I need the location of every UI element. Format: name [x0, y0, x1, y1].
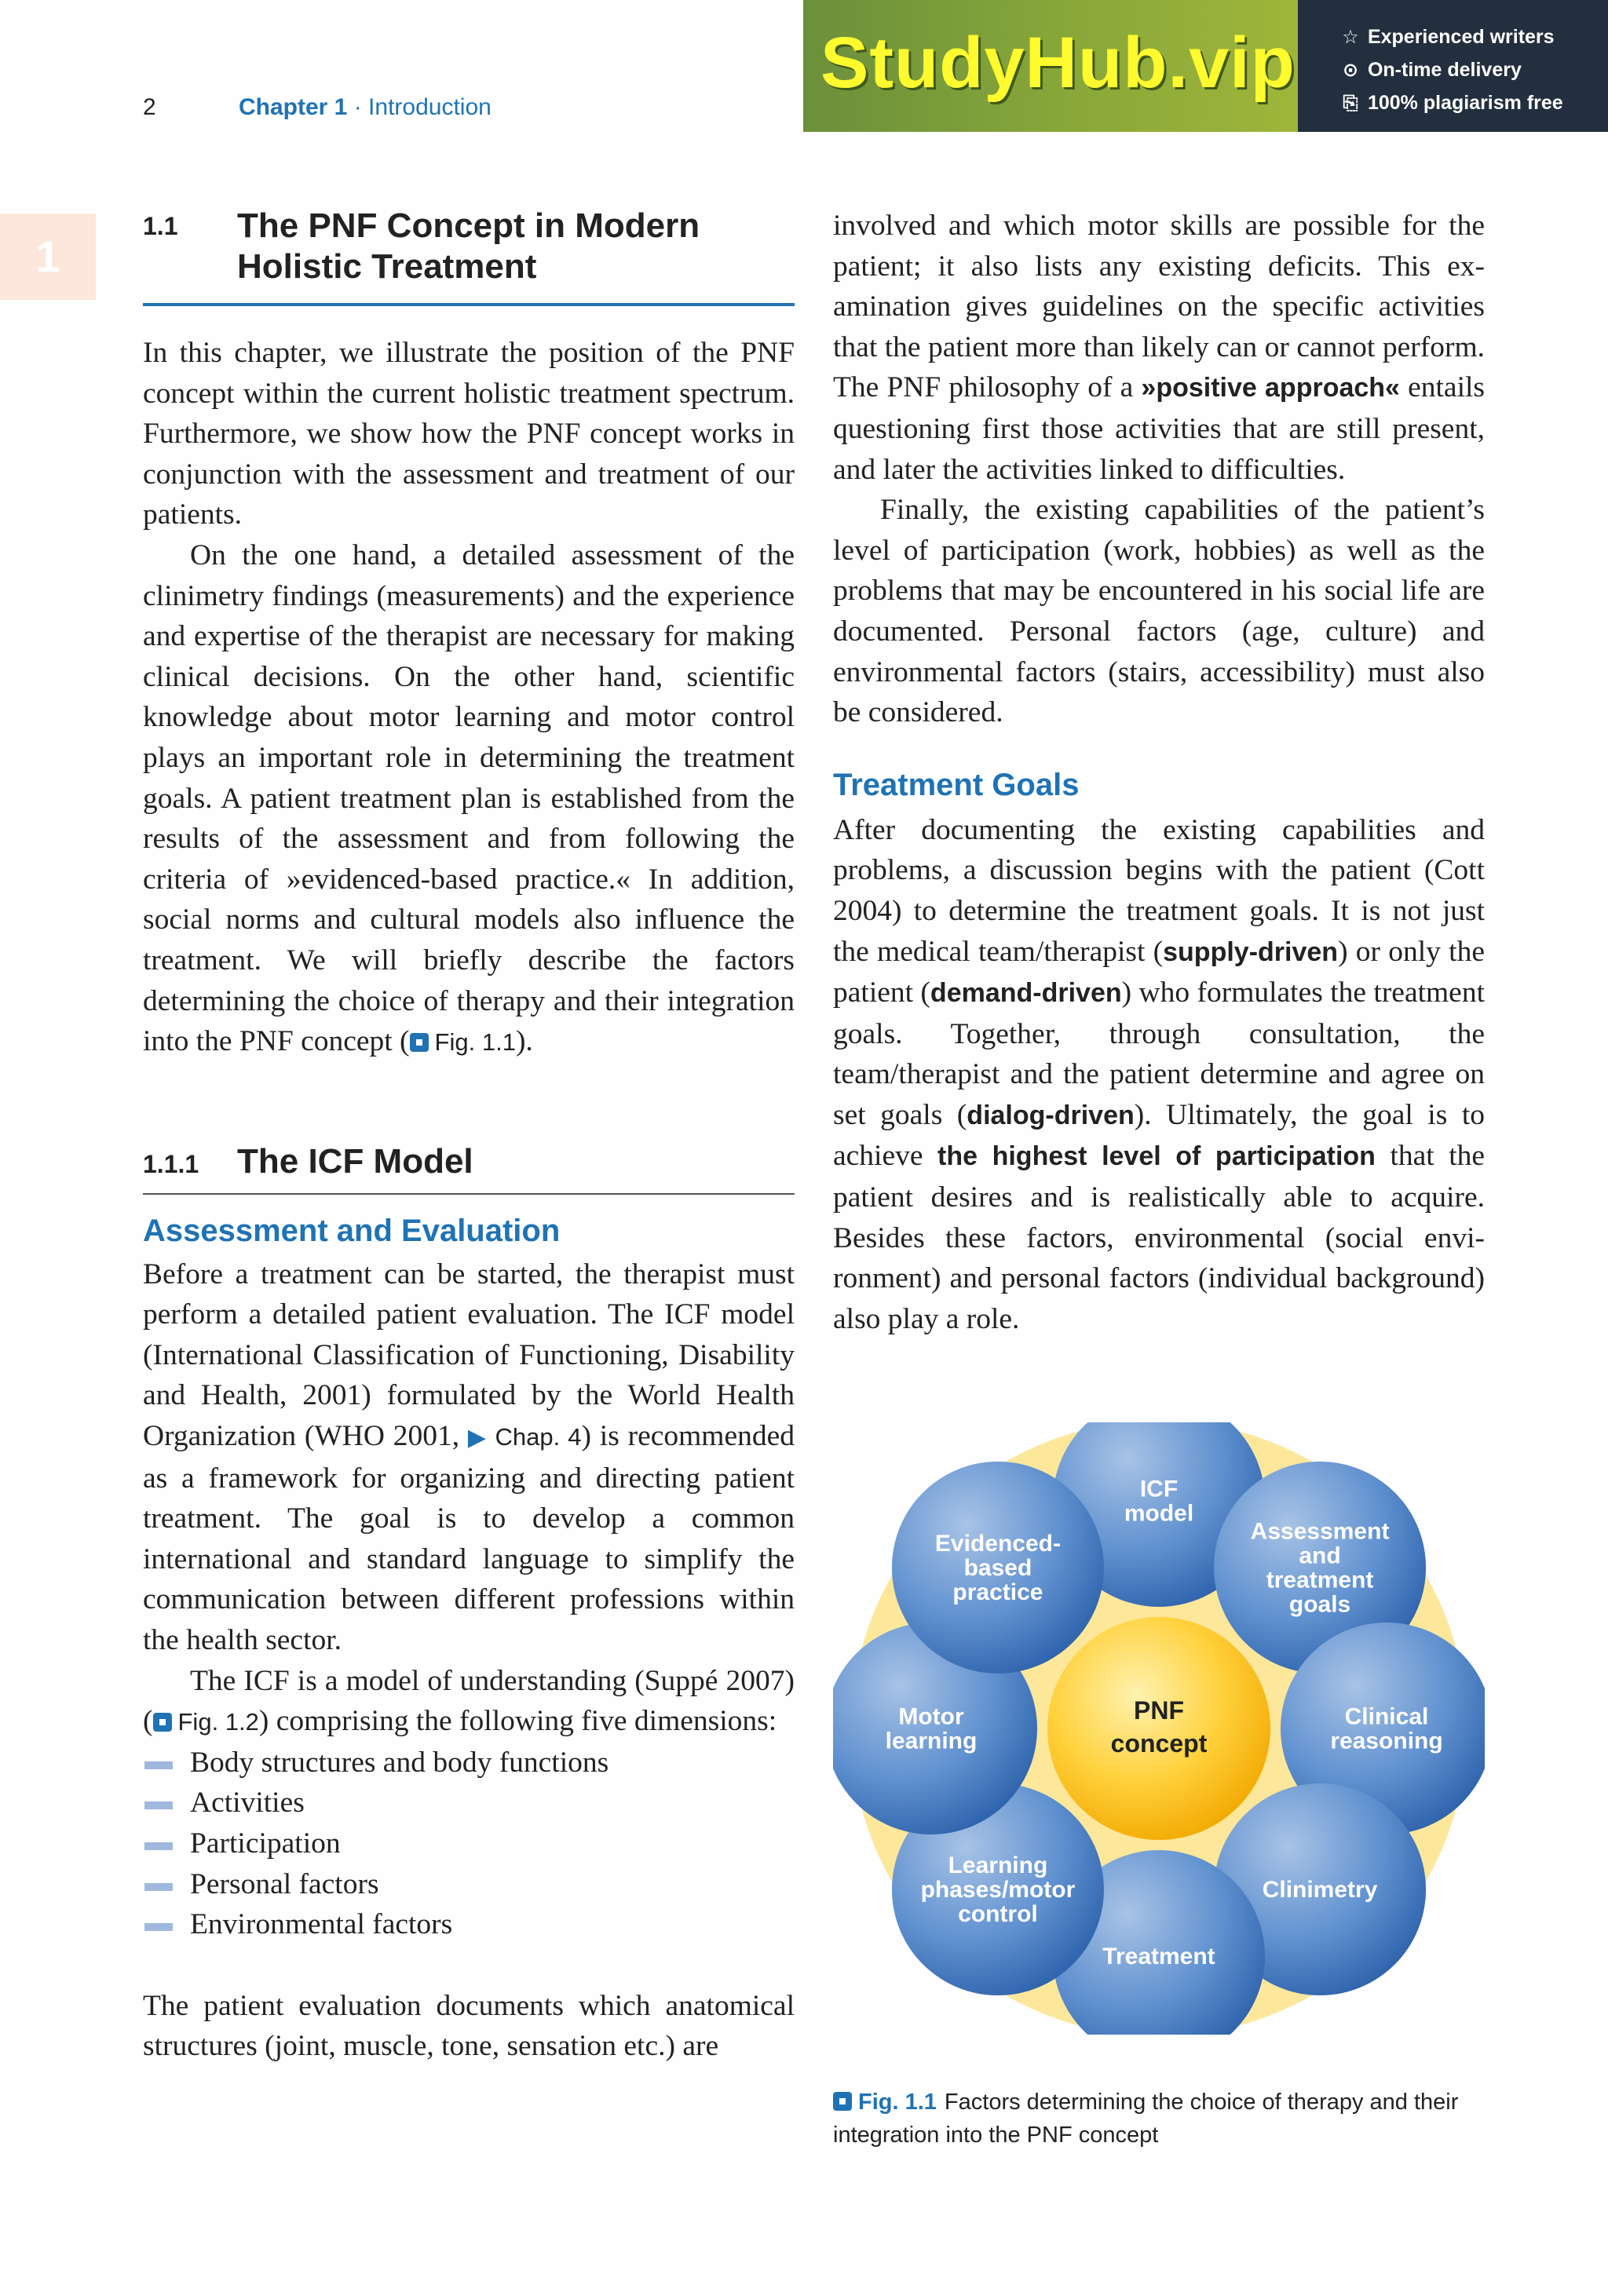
assessment-paragraph-2-end: ) comprising the following five dimensions: — [258, 1705, 777, 1738]
factor-label: and — [1299, 1542, 1341, 1569]
factor-label: model — [1124, 1500, 1194, 1527]
section-title-line1: The PNF Concept in Modern — [237, 206, 700, 245]
section-heading — [143, 206, 795, 287]
right-paragraph-1 — [833, 206, 1485, 490]
triangle-right-icon: ▶ — [467, 1425, 488, 1451]
chapter-header — [239, 94, 492, 121]
goals-text: ) who formulates the treatment goals. Together, through consultation, the team/therapist and the patient determine and agree on set goals ( — [833, 976, 1485, 1131]
intro-paragraph-1: In this chapter, we illustrate the position of the PNF concept within the current holistic treatment spectrum. Furthermore, we show how the PNF concept works in conjunction with the assessment and treatment of our patients. — [143, 337, 795, 531]
factor-label: control — [958, 1901, 1038, 1928]
factor-label: practice — [952, 1579, 1043, 1605]
intro-paragraph-2 — [143, 535, 795, 1063]
ad-feature-text: On-time delivery — [1367, 59, 1522, 81]
figure-1-1 — [833, 1422, 1485, 2035]
section-title-line2: Holistic Treatment — [237, 247, 537, 286]
star-icon: ☆ — [1342, 27, 1359, 48]
copy-icon: ⎘ — [1343, 93, 1358, 114]
assessment-paragraph-2-text: The ICF is a model of understanding (Suppé 2007) ( — [143, 1664, 795, 1738]
center-label-line1: PNF — [1134, 1696, 1184, 1725]
supply-driven-term: supply-driven — [1163, 936, 1339, 967]
chapter-reference[interactable] — [468, 1423, 582, 1451]
caption-label: Fig. 1.1 — [858, 2090, 937, 2115]
dialog-driven-term: dialog-driven — [967, 1100, 1135, 1130]
chapter-reference-label: Chap. 4 — [495, 1423, 582, 1451]
right-paragraph-1-text: involved and which motor skills are possible for the patient; it also lists any existing deficits. This examination gives guidelines on the specific activities that the patient more than likely can or cannot perform. The PNF philosophy of a — [833, 210, 1485, 404]
ad-banner[interactable] — [803, 0, 1608, 132]
right-paragraph-1-end: entails questioning first those activities that are still present, and later the activities linked to difficulties. — [833, 371, 1486, 486]
subsection-rule — [143, 1193, 795, 1195]
treatment-goals-heading: Treatment Goals — [833, 767, 1080, 802]
factor-label: ICF — [1139, 1476, 1179, 1502]
ad-logo-box[interactable] — [803, 0, 1298, 132]
dimensions-list — [143, 1743, 795, 1945]
highest-participation-term: the highest level of participation — [937, 1141, 1376, 1172]
assessment-paragraph-1-end: ) is recommended as a framework for organizing and directing patient treatment. The goal is to develop a common international and standard language to simplify the communication between different professions within the health sector. — [143, 1420, 795, 1657]
factor-label: reasoning — [1330, 1728, 1443, 1754]
factor-label: Treatment — [1102, 1944, 1215, 1969]
ad-logo[interactable]: StudyHub.vip — [820, 23, 1296, 103]
caption-label-wrap — [833, 2090, 937, 2115]
section-number: 1.1 — [143, 212, 178, 240]
figure-marker-icon — [833, 2092, 852, 2111]
ad-feature-text: Experienced writers — [1367, 26, 1555, 48]
chapter-label: Chapter 1 — [239, 94, 348, 120]
assessment-paragraph-3: The patient evaluation documents which anatomical structures (joint, muscle, tone, sensation etc.) are — [143, 1989, 795, 2063]
left-column — [143, 206, 795, 2067]
right-paragraph-2: Finally, the existing capabilities of the patient’s level of participation (work, hobbies) as well as the problems that may be encountered in his social life are documented. Personal factors (age, culture) and environmental factors (stairs, accessibility) must also be considered. — [833, 494, 1485, 729]
factor-label: learning — [885, 1728, 978, 1754]
chapter-name: Introduction — [368, 94, 492, 120]
factor-label: treatment — [1266, 1567, 1374, 1593]
goals-text: ) or only the patient ( — [833, 935, 1485, 1009]
assessment-paragraph-1 — [143, 1254, 795, 1661]
ad-feature-text: 100% plagiarism free — [1367, 92, 1563, 114]
right-column — [833, 206, 1485, 1339]
section-rule — [143, 303, 795, 306]
figure-reference-icon — [410, 1033, 429, 1052]
ad-features — [1339, 20, 1563, 119]
factor-label: Learning — [948, 1852, 1048, 1879]
center-label-line2: concept — [1110, 1729, 1208, 1758]
list-item: Participation — [143, 1823, 795, 1864]
positive-approach-term: »positive approach« — [1141, 373, 1400, 403]
list-item: Body structures and body functions — [143, 1743, 795, 1783]
chapter-separator: · — [347, 94, 369, 120]
ad-feature — [1339, 86, 1563, 119]
intro-paragraph-2-text: On the one hand, a detailed assessment of the clinimetry findings (measurements) and the experience and expertise of the therapist are necessary for making clinical decisions. On the other hand, scientific knowledge about motor learning and motor control plays an important role in determining the treatment goals. A patient treatment plan is established from the results of the assessment and from following the criteria of »evidenced-based practice.« In addition, social norms and cultural models also influence the treatment. We will briefly describe the factors determining the choice of therapy and their integration into the PNF concept ( — [143, 538, 795, 1058]
subsection-title: The ICF Model — [237, 1141, 473, 1181]
assessment-heading: Assessment and Evaluation — [143, 1213, 561, 1248]
ad-feature — [1339, 53, 1563, 86]
figure-reference-label: Fig. 1.1 — [434, 1028, 516, 1057]
center-circle — [1047, 1617, 1270, 1840]
assessment-paragraph-2 — [143, 1661, 795, 1743]
list-item: Personal factors — [143, 1864, 795, 1905]
figure-reference[interactable] — [153, 1708, 259, 1736]
section-title — [237, 206, 700, 287]
caption-text: Factors determining the choice of therapy and their integration into the PNF concept — [833, 2090, 1459, 2148]
assessment-paragraph-1-text: Before a treatment can be started, the therapist must perform a detailed patient evaluation. The ICF model (International Classification of Functioning, Disability and Health, 2001) formulated by the World Health Organization (WHO 2001, — [143, 1258, 795, 1453]
factor-label: Clinical — [1344, 1703, 1429, 1730]
ad-feature — [1339, 20, 1563, 53]
subsection-number: 1.1.1 — [143, 1149, 199, 1178]
clock-icon: ⊙ — [1342, 60, 1359, 81]
factor-label: goals — [1288, 1591, 1351, 1618]
page-number: 2 — [143, 94, 156, 120]
goals-text: ). Ultimately, the goal is to achieve — [833, 1098, 1485, 1173]
factor-label: Motor — [898, 1703, 964, 1730]
figure-reference[interactable] — [410, 1028, 516, 1056]
chapter-tab: 1 — [0, 214, 96, 300]
treatment-goals-paragraph — [833, 810, 1485, 1340]
demand-driven-term: demand-driven — [930, 978, 1122, 1009]
figure-reference-label: Fig. 1.2 — [177, 1708, 259, 1736]
factor-label: phases/motor — [920, 1877, 1076, 1904]
figure-reference-icon — [153, 1713, 172, 1732]
subsection-heading — [143, 1141, 795, 1182]
factor-label: Evidenced- — [934, 1530, 1061, 1557]
pnf-diagram — [833, 1422, 1485, 2035]
list-item: Activities — [143, 1783, 795, 1823]
factor-label: Assessment — [1250, 1518, 1390, 1545]
factor-label: based — [963, 1554, 1032, 1581]
goals-text: that the patient desires and is realistically able to acquire. Besides these factors, environmental (social environment) and personal factors (individual background) also play a role. — [833, 1140, 1486, 1335]
factor-label: Clinimetry — [1262, 1877, 1378, 1904]
list-item: Environmental factors — [143, 1904, 795, 1945]
figure-caption — [833, 2086, 1485, 2152]
goals-text: After documenting the existing capabilities and problems, a discussion begins with the patient (Cott 2004) to determine the treatment goals. It is not just the medical team/therapist ( — [833, 813, 1485, 968]
intro-paragraph-2-end: ). — [515, 1025, 533, 1058]
